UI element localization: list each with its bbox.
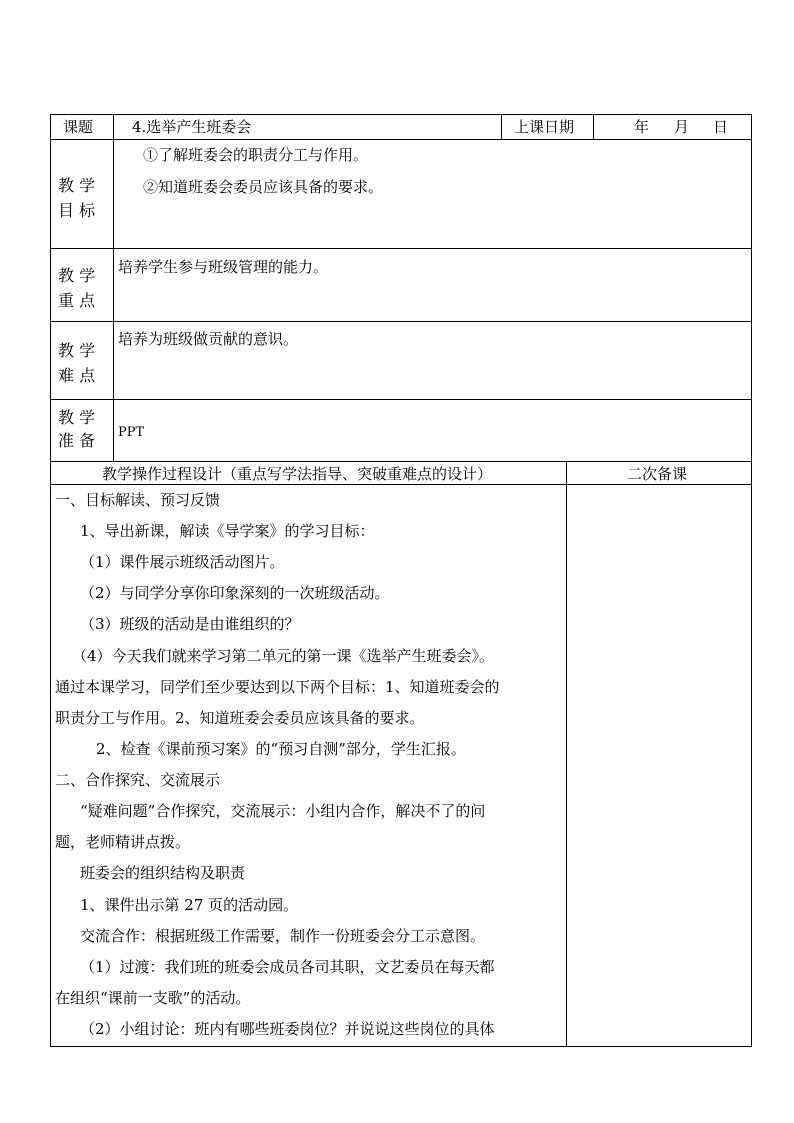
table-rule-6 [50,484,752,485]
table-border-top [50,114,752,115]
date-label-divider-right [593,114,594,140]
objective-item: ①了解班委会的职责分工与作用。 [143,146,369,164]
difficulties-label-bottom: 难 点 [58,366,96,385]
table-border-bottom [50,1046,752,1047]
process-line: 1、课件出示第 27 页的活动园。 [80,896,299,914]
objectives-label-top: 教 学 [58,176,96,195]
date-month: 月 [674,118,690,136]
difficulties-label-top: 教 学 [58,341,96,360]
date-year: 年 [634,118,650,136]
process-line: （1）过渡：我们班的班委会成员各司其职，文艺委员在每天都 [80,958,495,976]
table-rule-1 [50,139,752,140]
process-line: （3）班级的活动是由谁组织的？ [80,615,300,633]
process-line: 题，老师精讲点拨。 [55,833,191,851]
difficulties-text: 培养为班级做贡献的意识。 [118,330,299,348]
process-line: 2、检查《课前预习案》的“预习自测”部分，学生汇报。 [96,740,466,758]
date-label-divider-left [501,114,502,140]
process-header-right: 二次备课 [627,465,688,483]
process-column-divider [566,461,567,1047]
objectives-label-bottom: 目 标 [58,201,96,220]
process-line: （2）与同学分享你印象深刻的一次班级活动。 [80,584,390,602]
process-line: 二、合作探究、交流展示 [55,771,221,789]
subject-label: 课题 [63,118,94,136]
subject-value: 4.选举产生班委会 [132,118,252,136]
key-points-label-bottom: 重 点 [58,291,96,310]
date-label: 上课日期 [514,118,575,136]
table-border-right [751,114,752,1047]
process-line: 班委会的组织结构及职责 [80,864,246,882]
table-rule-2 [50,248,752,249]
key-points-label-top: 教 学 [58,266,96,285]
label-column-divider [113,114,114,462]
preparation-text: PPT [118,425,145,440]
process-line: 一、目标解读、预习反馈 [55,491,221,509]
process-line: 职责分工与作用。2、知道班委会委员应该具备的要求。 [55,709,425,727]
process-line: 交流合作：根据班级工作需要，制作一份班委会分工示意图。 [80,927,486,945]
table-rule-5 [50,461,752,462]
date-day: 日 [713,118,729,136]
process-header-left: 教学操作过程设计（重点写学法指导、突破重难点的设计） [102,465,493,483]
process-line: 在组织“课前一支歌”的活动。 [55,989,251,1007]
table-border-left [50,114,51,1047]
objective-item: ②知道班委会委员应该具备的要求。 [143,178,384,196]
key-points-text: 培养学生参与班级管理的能力。 [118,258,329,276]
process-line: 1、导出新课，解读《导学案》的学习目标： [80,522,375,540]
process-line: 通过本课学习，同学们至少要达到以下两个目标：1、知道班委会的 [55,678,500,696]
preparation-label-bottom: 准 备 [58,431,96,450]
process-line: （2）小组讨论：班内有哪些班委岗位？并说说这些岗位的具体 [80,1020,495,1038]
table-rule-4 [50,399,752,400]
process-line: “疑难问题”合作探究，交流展示：小组内合作，解决不了的问 [80,802,486,820]
process-line: （1）课件展示班级活动图片。 [80,553,285,571]
table-rule-3 [50,321,752,322]
preparation-label-top: 教 学 [58,408,96,427]
process-line: （4）今天我们就来学习第二单元的第一课《选举产生班委会》。 [72,647,495,665]
